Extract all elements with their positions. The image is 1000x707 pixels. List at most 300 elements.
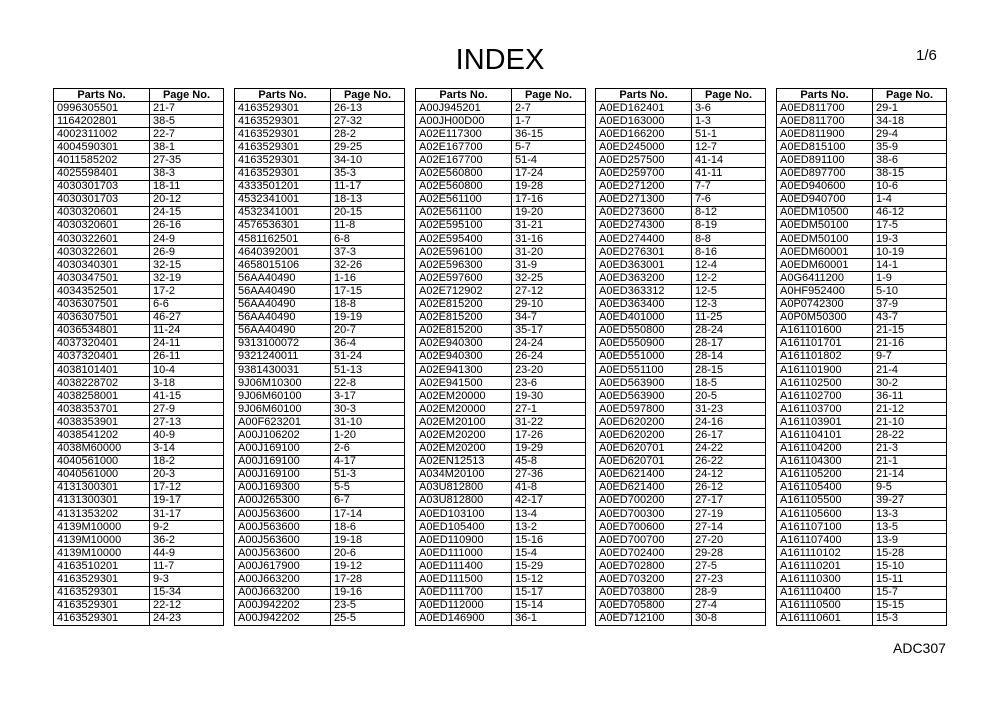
table-row xyxy=(596,259,766,272)
page-number-cell: 51-3 xyxy=(331,468,405,481)
page-no-header: Page No. xyxy=(692,89,766,102)
table-row xyxy=(235,481,405,494)
table-row xyxy=(596,246,766,259)
page-number-cell: 11-8 xyxy=(331,219,405,232)
table-row xyxy=(235,390,405,403)
page-number-cell: 27-12 xyxy=(512,285,586,298)
table-row xyxy=(235,521,405,534)
part-number-cell: A0ED163000 xyxy=(596,115,692,128)
table-row xyxy=(416,390,586,403)
table-row xyxy=(416,219,586,232)
table-row xyxy=(777,285,947,298)
part-number-cell: A161105200 xyxy=(777,468,873,481)
table-row xyxy=(596,154,766,167)
page-number-cell: 20-6 xyxy=(331,547,405,560)
page-number-cell: 20-12 xyxy=(150,193,224,206)
page-number-cell: 27-35 xyxy=(150,154,224,167)
table-row xyxy=(235,547,405,560)
part-number-cell: A161110300 xyxy=(777,573,873,586)
page-number-cell: 24-9 xyxy=(150,233,224,246)
part-number-cell: 4030322601 xyxy=(54,246,150,259)
table-row xyxy=(596,416,766,429)
table-row xyxy=(54,219,224,232)
page-number-cell: 15-17 xyxy=(512,586,586,599)
table-row xyxy=(54,586,224,599)
page-number-cell: 37-9 xyxy=(873,298,947,311)
table-row xyxy=(54,481,224,494)
page-no-header: Page No. xyxy=(512,89,586,102)
table-row xyxy=(596,468,766,481)
part-number-cell: A0ED563900 xyxy=(596,390,692,403)
part-number-cell: A02E167700 xyxy=(416,141,512,154)
table-row xyxy=(416,350,586,363)
part-number-cell: A02E815200 xyxy=(416,311,512,324)
index-table-4 xyxy=(595,88,766,626)
part-number-cell: A0EDM50100 xyxy=(777,233,873,246)
part-number-cell: A0ED111400 xyxy=(416,560,512,573)
part-number-cell: 4131300301 xyxy=(54,481,150,494)
table-row xyxy=(596,508,766,521)
part-number-cell: A00J945201 xyxy=(416,102,512,115)
part-number-cell: 4030320601 xyxy=(54,206,150,219)
page-number-cell: 26-11 xyxy=(150,350,224,363)
part-number-cell: A0HF952400 xyxy=(777,285,873,298)
part-number-cell: A0ED815100 xyxy=(777,141,873,154)
part-number-cell: A161110601 xyxy=(777,612,873,625)
page-number-cell: 1-4 xyxy=(873,193,947,206)
table-row xyxy=(777,272,947,285)
page-number-cell: 19-28 xyxy=(512,180,586,193)
table-row xyxy=(777,115,947,128)
table-row xyxy=(777,128,947,141)
page-number-cell: 7-6 xyxy=(692,193,766,206)
table-row xyxy=(596,521,766,534)
table-row xyxy=(416,154,586,167)
part-number-cell: A0ED897700 xyxy=(777,167,873,180)
part-number-cell: A161102700 xyxy=(777,390,873,403)
page-no-header: Page No. xyxy=(873,89,947,102)
page-number-cell: 15-34 xyxy=(150,586,224,599)
part-number-cell: 4037320401 xyxy=(54,337,150,350)
part-number-cell: A161110102 xyxy=(777,547,873,560)
table-row xyxy=(777,180,947,193)
table-row xyxy=(54,494,224,507)
part-number-cell: A02E597600 xyxy=(416,272,512,285)
part-number-cell: A0ED620701 xyxy=(596,455,692,468)
table-row xyxy=(235,219,405,232)
table-row xyxy=(235,363,405,376)
table-row xyxy=(777,560,947,573)
part-number-cell: A00J563600 xyxy=(235,547,331,560)
table-row xyxy=(596,206,766,219)
part-number-cell: A0ED550900 xyxy=(596,337,692,350)
part-number-cell: A0ED700200 xyxy=(596,494,692,507)
table-row xyxy=(777,246,947,259)
page-number-cell: 29-4 xyxy=(873,128,947,141)
page-number-cell: 17-24 xyxy=(512,167,586,180)
document-code: ADC307 xyxy=(893,640,946,656)
page-number-cell: 27-36 xyxy=(512,468,586,481)
part-number-cell: A02E941300 xyxy=(416,363,512,376)
page-number-cell: 1-20 xyxy=(331,429,405,442)
part-number-cell: A0ED700700 xyxy=(596,534,692,547)
page-number-cell: 18-2 xyxy=(150,455,224,468)
part-number-cell: A02E595400 xyxy=(416,233,512,246)
page-number-cell: 27-1 xyxy=(512,403,586,416)
table-row xyxy=(54,180,224,193)
page-number-cell: 34-10 xyxy=(331,154,405,167)
parts-no-header: Parts No. xyxy=(54,89,150,102)
part-number-cell: 4532341001 xyxy=(235,193,331,206)
page-number-cell: 21-12 xyxy=(873,403,947,416)
part-number-cell: 4333501201 xyxy=(235,180,331,193)
page-number-cell: 20-5 xyxy=(692,390,766,403)
part-number-cell: A02E560800 xyxy=(416,180,512,193)
part-number-cell: A0ED620200 xyxy=(596,429,692,442)
part-number-cell: A02E561100 xyxy=(416,193,512,206)
part-number-cell: 4532341001 xyxy=(235,206,331,219)
page-number-cell: 14-1 xyxy=(873,259,947,272)
table-row xyxy=(235,468,405,481)
table-row xyxy=(596,350,766,363)
page-number-cell: 29-1 xyxy=(873,102,947,115)
part-number-cell: A0EDM60001 xyxy=(777,259,873,272)
part-number-cell: 56AA40490 xyxy=(235,324,331,337)
table-row xyxy=(596,141,766,154)
part-number-cell: A161105600 xyxy=(777,508,873,521)
page-number-cell: 24-15 xyxy=(150,206,224,219)
page-number-cell: 27-4 xyxy=(692,599,766,612)
page-number-cell: 15-15 xyxy=(873,599,947,612)
part-number-cell: A0ED363001 xyxy=(596,259,692,272)
table-row xyxy=(235,233,405,246)
page-no-header: Page No. xyxy=(150,89,224,102)
table-row xyxy=(416,298,586,311)
part-number-cell: A0ED620701 xyxy=(596,442,692,455)
table-row xyxy=(235,508,405,521)
page-number-cell: 1-9 xyxy=(873,272,947,285)
part-number-cell: A02E941500 xyxy=(416,377,512,390)
page-number-cell: 23-6 xyxy=(512,377,586,390)
part-number-cell: A161110500 xyxy=(777,599,873,612)
table-row xyxy=(596,285,766,298)
part-number-cell: A0ED811700 xyxy=(777,115,873,128)
part-number-cell: A02EM20000 xyxy=(416,390,512,403)
part-number-cell: A0ED111700 xyxy=(416,586,512,599)
index-table-2 xyxy=(234,88,405,626)
page-number-cell: 19-30 xyxy=(512,390,586,403)
part-number-cell: A161103901 xyxy=(777,416,873,429)
table-row xyxy=(777,494,947,507)
table-row xyxy=(596,233,766,246)
part-number-cell: A0ED401000 xyxy=(596,311,692,324)
table-row xyxy=(54,573,224,586)
page-number-cell: 31-23 xyxy=(692,403,766,416)
table-row xyxy=(416,141,586,154)
table-row xyxy=(596,455,766,468)
table-row xyxy=(235,154,405,167)
page-number-cell: 6-7 xyxy=(331,494,405,507)
page-number-cell: 36-1 xyxy=(512,612,586,625)
page-number-cell: 31-20 xyxy=(512,246,586,259)
part-number-cell: A0ED110900 xyxy=(416,534,512,547)
part-number-cell: 4025598401 xyxy=(54,167,150,180)
part-number-cell: 4030347501 xyxy=(54,272,150,285)
page-number-cell: 21-7 xyxy=(150,102,224,115)
table-row xyxy=(596,442,766,455)
page-number-cell: 23-20 xyxy=(512,363,586,376)
table-row xyxy=(777,508,947,521)
table-row xyxy=(235,534,405,547)
table-row xyxy=(777,167,947,180)
table-row xyxy=(596,115,766,128)
part-number-cell: A0EDM60001 xyxy=(777,246,873,259)
part-number-cell: A03U812800 xyxy=(416,494,512,507)
part-number-cell: A02EM20200 xyxy=(416,442,512,455)
table-row xyxy=(54,363,224,376)
part-number-cell: A0ED112000 xyxy=(416,599,512,612)
table-row xyxy=(596,219,766,232)
parts-no-header: Parts No. xyxy=(416,89,512,102)
part-number-cell: 4030322601 xyxy=(54,233,150,246)
page-number-cell: 27-13 xyxy=(150,416,224,429)
page-number-cell: 28-24 xyxy=(692,324,766,337)
part-number-cell: A0ED621400 xyxy=(596,481,692,494)
part-number-cell: 0996305501 xyxy=(54,102,150,115)
page-number-cell: 27-9 xyxy=(150,403,224,416)
table-row xyxy=(777,612,947,625)
table-row xyxy=(416,429,586,442)
part-number-cell: A0ED257500 xyxy=(596,154,692,167)
part-number-cell: A0ED705800 xyxy=(596,599,692,612)
page-number-cell: 19-19 xyxy=(331,311,405,324)
page-number-cell: 19-20 xyxy=(512,206,586,219)
page-number-cell: 12-5 xyxy=(692,285,766,298)
part-number-cell: A02E940300 xyxy=(416,337,512,350)
page-number-cell: 17-14 xyxy=(331,508,405,521)
part-number-cell: 56AA40490 xyxy=(235,285,331,298)
page-number-cell: 35-3 xyxy=(331,167,405,180)
page-number-cell: 21-14 xyxy=(873,468,947,481)
page-number-cell: 17-16 xyxy=(512,193,586,206)
part-number-cell: A161102500 xyxy=(777,377,873,390)
part-number-cell: A02EM20100 xyxy=(416,416,512,429)
part-number-cell: 4576536301 xyxy=(235,219,331,232)
table-row xyxy=(777,363,947,376)
table-row xyxy=(235,560,405,573)
page-number-cell: 28-2 xyxy=(331,128,405,141)
page-number-cell: 41-11 xyxy=(692,167,766,180)
part-number-cell: A161104300 xyxy=(777,455,873,468)
part-number-cell: A0ED702800 xyxy=(596,560,692,573)
table-row xyxy=(777,102,947,115)
table-row xyxy=(416,508,586,521)
part-number-cell: A0ED111000 xyxy=(416,547,512,560)
page-number-cell: 17-28 xyxy=(331,573,405,586)
part-number-cell: A0ED620200 xyxy=(596,416,692,429)
page-number-cell: 21-16 xyxy=(873,337,947,350)
page-number-cell: 28-15 xyxy=(692,363,766,376)
part-number-cell: A0ED146900 xyxy=(416,612,512,625)
table-row xyxy=(596,403,766,416)
table-row xyxy=(416,416,586,429)
part-number-cell: A0ED703800 xyxy=(596,586,692,599)
table-row xyxy=(54,324,224,337)
page-number-cell: 18-8 xyxy=(331,298,405,311)
page-number-cell: 36-2 xyxy=(150,534,224,547)
table-row xyxy=(596,363,766,376)
table-row xyxy=(235,324,405,337)
table-row xyxy=(235,246,405,259)
page-number-cell: 28-17 xyxy=(692,337,766,350)
part-number-cell: 4640392001 xyxy=(235,246,331,259)
page-number-cell: 21-1 xyxy=(873,455,947,468)
page-number-cell: 34-7 xyxy=(512,311,586,324)
table-row xyxy=(235,494,405,507)
index-table-5 xyxy=(776,88,947,626)
table-row xyxy=(416,206,586,219)
part-number-cell: 9J06M10300 xyxy=(235,377,331,390)
page-number-cell: 13-9 xyxy=(873,534,947,547)
table-row xyxy=(596,272,766,285)
table-row xyxy=(235,377,405,390)
page-number-cell: 10-6 xyxy=(873,180,947,193)
page-number-cell: 5-10 xyxy=(873,285,947,298)
table-row xyxy=(416,521,586,534)
part-number-cell: A00J663200 xyxy=(235,586,331,599)
part-number-cell: A00J563600 xyxy=(235,521,331,534)
table-row xyxy=(416,377,586,390)
table-row xyxy=(54,521,224,534)
table-row xyxy=(235,573,405,586)
page-number-cell: 11-25 xyxy=(692,311,766,324)
page-number-cell: 32-26 xyxy=(331,259,405,272)
page-number-cell: 40-9 xyxy=(150,429,224,442)
table-row xyxy=(54,403,224,416)
part-number-cell: A0ED245000 xyxy=(596,141,692,154)
page-number-cell: 31-16 xyxy=(512,233,586,246)
part-number-cell: A02E561100 xyxy=(416,206,512,219)
part-number-cell: 4038353701 xyxy=(54,403,150,416)
part-number-cell: A0ED700600 xyxy=(596,521,692,534)
table-row xyxy=(777,141,947,154)
part-number-cell: A02E117300 xyxy=(416,128,512,141)
table-row xyxy=(596,599,766,612)
table-row xyxy=(416,547,586,560)
table-row xyxy=(596,180,766,193)
page-number-cell: 35-9 xyxy=(873,141,947,154)
table-row xyxy=(235,350,405,363)
page-number-cell: 38-1 xyxy=(150,141,224,154)
part-number-cell: 4011585202 xyxy=(54,154,150,167)
page-number-cell: 35-17 xyxy=(512,324,586,337)
table-row xyxy=(54,350,224,363)
page-number-cell: 31-24 xyxy=(331,350,405,363)
part-number-cell: A00J942202 xyxy=(235,612,331,625)
page-number-cell: 24-11 xyxy=(150,337,224,350)
part-number-cell: A161101802 xyxy=(777,350,873,363)
table-row xyxy=(596,377,766,390)
page-number-cell: 32-19 xyxy=(150,272,224,285)
table-row xyxy=(54,128,224,141)
part-number-cell: 4163529301 xyxy=(235,154,331,167)
page-number-cell: 24-16 xyxy=(692,416,766,429)
table-row xyxy=(54,612,224,625)
table-row xyxy=(416,494,586,507)
table-row xyxy=(777,350,947,363)
page-number-cell: 12-3 xyxy=(692,298,766,311)
page-indicator: 1/6 xyxy=(916,47,937,64)
part-number-cell: 4163529301 xyxy=(235,115,331,128)
page-number-cell: 11-7 xyxy=(150,560,224,573)
page-number-cell: 26-24 xyxy=(512,350,586,363)
page-number-cell: 30-2 xyxy=(873,377,947,390)
part-number-cell: A00J563600 xyxy=(235,534,331,547)
part-number-cell: A0EDM10500 xyxy=(777,206,873,219)
page-number-cell: 18-11 xyxy=(150,180,224,193)
table-row xyxy=(54,560,224,573)
part-number-cell: 4030301703 xyxy=(54,193,150,206)
part-number-cell: A0ED363400 xyxy=(596,298,692,311)
table-row xyxy=(416,560,586,573)
page-number-cell: 24-24 xyxy=(512,337,586,350)
page-number-cell: 24-22 xyxy=(692,442,766,455)
page-number-cell: 12-2 xyxy=(692,272,766,285)
part-number-cell: A02E167700 xyxy=(416,154,512,167)
part-number-cell: 4131300301 xyxy=(54,494,150,507)
part-number-cell: A0ED363312 xyxy=(596,285,692,298)
page-number-cell: 20-3 xyxy=(150,468,224,481)
page-number-cell: 38-15 xyxy=(873,167,947,180)
part-number-cell: 4163529301 xyxy=(235,167,331,180)
part-number-cell: 56AA40490 xyxy=(235,298,331,311)
table-row xyxy=(777,547,947,560)
part-number-cell: A0ED111500 xyxy=(416,573,512,586)
table-row xyxy=(777,154,947,167)
part-number-cell: A02E596300 xyxy=(416,259,512,272)
page-number-cell: 28-14 xyxy=(692,350,766,363)
table-row xyxy=(54,233,224,246)
page-number-cell: 19-18 xyxy=(331,534,405,547)
page-number-cell: 4-17 xyxy=(331,455,405,468)
part-number-cell: 4581162501 xyxy=(235,233,331,246)
table-row xyxy=(54,102,224,115)
page-number-cell: 18-5 xyxy=(692,377,766,390)
table-row xyxy=(596,573,766,586)
page-number-cell: 24-23 xyxy=(150,612,224,625)
part-number-cell: A0ED105400 xyxy=(416,521,512,534)
table-row xyxy=(416,468,586,481)
table-row xyxy=(596,586,766,599)
page-number-cell: 15-16 xyxy=(512,534,586,547)
page-number-cell: 22-7 xyxy=(150,128,224,141)
page-number-cell: 17-26 xyxy=(512,429,586,442)
table-row xyxy=(416,115,586,128)
table-row xyxy=(416,259,586,272)
table-row xyxy=(596,390,766,403)
table-row xyxy=(235,180,405,193)
table-row xyxy=(54,534,224,547)
page-number-cell: 26-9 xyxy=(150,246,224,259)
parts-no-header: Parts No. xyxy=(235,89,331,102)
page-number-cell: 24-12 xyxy=(692,468,766,481)
table-row xyxy=(596,429,766,442)
part-number-cell: 56AA40490 xyxy=(235,272,331,285)
part-number-cell: 9313100072 xyxy=(235,337,331,350)
page-number-cell: 11-24 xyxy=(150,324,224,337)
table-row xyxy=(777,206,947,219)
part-number-cell: A0ED621400 xyxy=(596,468,692,481)
